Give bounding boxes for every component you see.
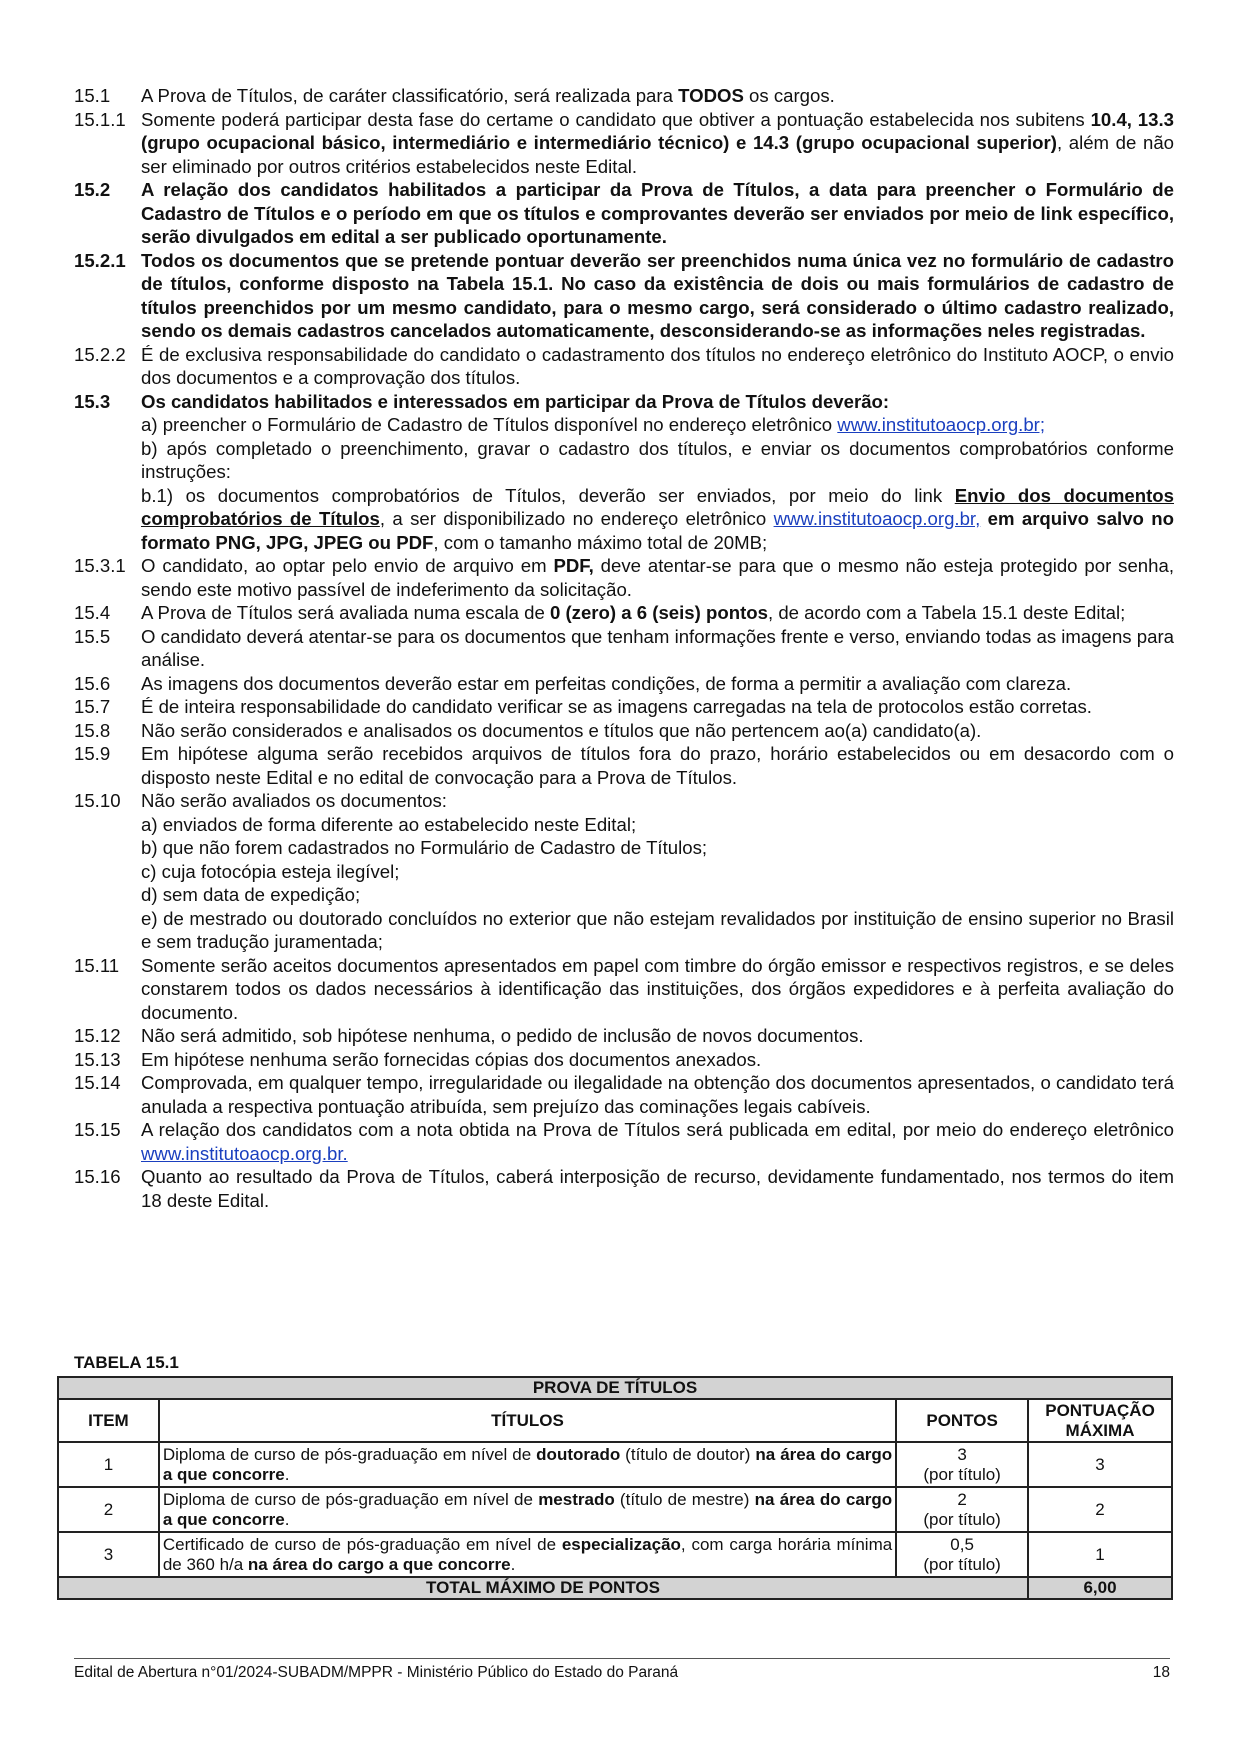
- total-label: TOTAL MÁXIMO DE PONTOS: [58, 1577, 1028, 1599]
- column-header-pontos: PONTOS: [896, 1399, 1028, 1442]
- item-number: 15.2.2: [74, 343, 126, 365]
- item-15-5: 15.5 O candidato deverá atentar-se para os documentos que tenham informações frente e verso, enviando todas as imagens para análise.: [74, 625, 1174, 670]
- page-number: 18: [1152, 1664, 1170, 1681]
- sub-item: a) enviados de forma diferente ao estabelecido neste Edital;: [141, 813, 637, 835]
- table-row: 2 Diploma de curso de pós-graduação em nível de mestrado (título de mestre) na área do cargo a que concorre. 2 (por título) 2: [58, 1487, 1172, 1532]
- item-15-2-2: 15.2.2 É de exclusiva responsabilidade do candidato o cadastramento dos títulos no endereço eletrônico do Instituto AOCP, o envio dos documentos e a comprovação dos títulos.: [74, 343, 1174, 388]
- item-number: 15.2: [74, 179, 111, 200]
- item-number: 15.3: [74, 390, 111, 412]
- item-number: 15.1: [74, 85, 111, 106]
- item-number: 15.13: [74, 1048, 121, 1070]
- item-number: 15.11: [74, 954, 120, 976]
- item-15-16: 15.16 Quanto ao resultado da Prova de Títulos, caberá interposição de recurso, devidamente fundamentado, nos termos do item 18 deste Edital.: [74, 1166, 1174, 1211]
- item-15-1: 15.1 A Prova de Títulos, de caráter classificatório, será realizada para TODOS os cargos.: [74, 85, 835, 106]
- item-number: 15.4: [74, 602, 111, 623]
- item-15-10: 15.10 Não serão avaliados os documentos: a) enviados de forma diferente ao estabelecido neste Edital; b) que não forem cadastrados no Formulário de Cadastro de Títulos; c) cuja fotocópia esteja ilegível; d) sem data de expedição; e) de mestrado ou doutorado concluídos no exterior que não estejam revalidados por instituição de ensino superior no Brasil e sem tradução juramentada;: [74, 790, 1174, 952]
- item-15-3: 15.3 Os candidatos habilitados e interessados em participar da Prova de Títulos deverão: a) preencher o Formulário de Cadastro de Títulos disponível no endereço eletrônico www.institutoaocp.org.br; b) após completado o preenchimento, gravar o cadastro dos títulos, e enviar os documentos comprobatórios conforme instruções: b.1) os documentos comprobatórios de Títulos, deverão ser enviados, por meio do link Envio dos documentos comprobatórios de Títulos, a ser disponibilizado no endereço eletrônico www.institutoaocp.org.br, em arquivo salvo no formato PNG, JPG, JPEG ou PDF, com o tamanho máximo total de 20MB;: [74, 390, 1174, 553]
- item-number: 15.6: [74, 672, 111, 694]
- column-header-item: ITEM: [58, 1399, 159, 1442]
- item-number: 15.1.1: [74, 108, 126, 130]
- envio-documentos-link[interactable]: Envio dos documentos comprobatórios de Títulos: [141, 484, 1174, 529]
- item-15-2-1: 15.2.1 Todos os documentos que se pretende pontuar deverão ser preenchidos numa única vez no formulário de cadastro de títulos, conforme disposto na Tabela 15.1. No caso da existência de dois ou mais formulários de cadastro de títulos preenchidos por um mesmo candidato, para o mesmo cargo, será considerado o último cadastro realizado, sendo os demais cadastros cancelados automaticamente, desconsiderando-se as informações neles registradas.: [74, 249, 1174, 341]
- institutoaocp-link[interactable]: www.institutoaocp.org.br,: [773, 508, 981, 529]
- table-caption: TABELA 15.1: [74, 1353, 179, 1372]
- item-number: 15.2.1: [74, 249, 126, 271]
- item-number: 15.7: [74, 696, 111, 717]
- column-header-pontuacao-maxima: PONTUAÇÃO MÁXIMA: [1028, 1399, 1172, 1442]
- sub-item: c) cuja fotocópia esteja ilegível;: [141, 860, 400, 882]
- sub-item: b) que não forem cadastrados no Formulário de Cadastro de Títulos;: [141, 837, 708, 858]
- item-number: 15.8: [74, 719, 111, 741]
- item-15-9: 15.9 Em hipótese alguma serão recebidos arquivos de títulos fora do prazo, horário estabelecidos ou em desacordo com o disposto neste Edital e no edital de convocação para a Prova de Títulos.: [74, 743, 1174, 788]
- item-15-13: 15.13 Em hipótese nenhuma serão fornecidas cópias dos documentos anexados.: [74, 1048, 762, 1070]
- institutoaocp-link[interactable]: www.institutoaocp.org.br.: [141, 1142, 348, 1164]
- total-value: 6,00: [1028, 1577, 1172, 1599]
- table-row: 3 Certificado de curso de pós-graduação em nível de especialização, com carga horária mínima de 360 h/a na área do cargo a que concorre. 0,5 (por título) 1: [58, 1532, 1172, 1577]
- item-number: 15.10: [74, 790, 121, 811]
- page-footer: [74, 1664, 1170, 1682]
- item-15-11: 15.11 Somente serão aceitos documentos apresentados em papel com timbre do órgão emissor e respectivos registros, e se deles constarem todos os dados necessários à identificação das instituições, dos órgãos expedidores e à perfeita avaliação do documento.: [74, 954, 1174, 1023]
- item-number: 15.9: [74, 743, 111, 764]
- sub-item: e) de mestrado ou doutorado concluídos no exterior que não estejam revalidados por instituição de ensino superior no Brasil e sem tradução juramentada;: [141, 907, 1174, 952]
- sub-item: d) sem data de expedição;: [141, 884, 361, 905]
- item-15-4: 15.4 A Prova de Títulos será avaliada numa escala de 0 (zero) a 6 (seis) pontos, de acordo com a Tabela 15.1 deste Edital;: [74, 602, 1126, 623]
- item-number: 15.15: [74, 1119, 121, 1140]
- item-15-14: 15.14 Comprovada, em qualquer tempo, irregularidade ou ilegalidade na obtenção dos documentos apresentados, o candidato terá anulada a respectiva pontuação atribuída, sem prejuízo das cominações legais cabíveis.: [74, 1072, 1174, 1117]
- document-body: [74, 84, 1174, 1212]
- item-15-15: 15.15 A relação dos candidatos com a nota obtida na Prova de Títulos será publicada em edital, por meio do endereço eletrônico www.institutoaocp.org.br.: [74, 1119, 1174, 1164]
- titles-table: [57, 1376, 1173, 1600]
- item-number: 15.3.1: [74, 555, 126, 576]
- institutoaocp-link[interactable]: www.institutoaocp.org.br;: [837, 414, 1046, 435]
- table-title: PROVA DE TÍTULOS: [58, 1377, 1172, 1399]
- item-15-8: 15.8 Não serão considerados e analisados os documentos e títulos que não pertencem ao(a) candidato(a).: [74, 719, 982, 741]
- item-number: 15.12: [74, 1025, 121, 1046]
- table-row: 1 Diploma de curso de pós-graduação em nível de doutorado (título de doutor) na área do cargo a que concorre. 3 (por título) 3: [58, 1442, 1172, 1487]
- item-15-12: 15.12 Não será admitido, sob hipótese nenhuma, o pedido de inclusão de novos documentos.: [74, 1025, 864, 1046]
- item-number: 15.5: [74, 625, 111, 647]
- item-number: 15.16: [74, 1166, 121, 1187]
- item-15-1-1: 15.1.1 Somente poderá participar desta fase do certame o candidato que obtiver a pontuação estabelecida nos subitens 10.4, 13.3 (grupo ocupacional básico, intermediário e intermediário técnico) e 14.3 (grupo ocupacional superior), além de não ser eliminado por outros critérios estabelecidos neste Edital.: [74, 108, 1174, 177]
- item-15-7: 15.7 É de inteira responsabilidade do candidato verificar se as imagens carregadas na tela de protocolos estão corretas.: [74, 696, 1092, 717]
- item-15-2: 15.2 A relação dos candidatos habilitados a participar da Prova de Títulos, a data para preencher o Formulário de Cadastro de Títulos e o período em que os títulos e comprovantes deverão ser enviados por meio de link específico, serão divulgados em edital a ser publicado oportunamente.: [74, 179, 1174, 247]
- footer-divider: [74, 1658, 1170, 1659]
- column-header-titulos: TÍTULOS: [159, 1399, 896, 1442]
- footer-text: Edital de Abertura n°01/2024-SUBADM/MPPR - Ministério Público do Estado do Paraná: [74, 1664, 679, 1681]
- item-15-6: 15.6 As imagens dos documentos deverão estar em perfeitas condições, de forma a permitir a avaliação com clareza.: [74, 672, 1072, 694]
- item-15-3-1: 15.3.1 O candidato, ao optar pelo envio de arquivo em PDF, deve atentar-se para que o mesmo não esteja protegido por senha, sendo este motivo passível de indeferimento da solicitação.: [74, 555, 1174, 600]
- item-number: 15.14: [74, 1072, 121, 1093]
